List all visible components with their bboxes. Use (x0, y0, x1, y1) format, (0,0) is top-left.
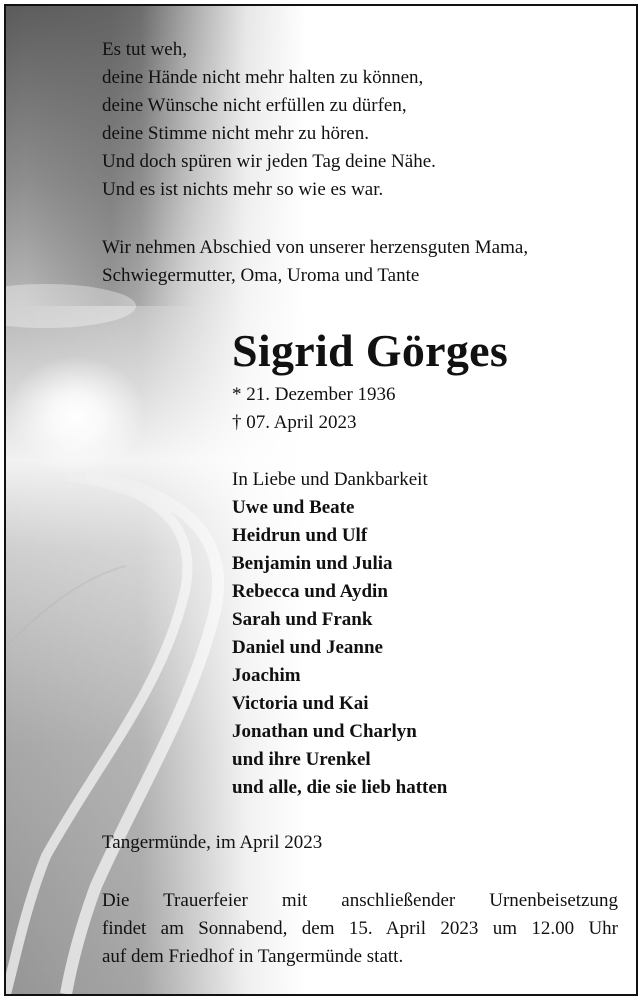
deceased-name: Sigrid Görges (232, 325, 509, 376)
mourner: und alle, die sie lieb hatten (232, 777, 448, 798)
poem-line: deine Hände nicht mehr halten zu können, (102, 67, 424, 88)
death-date: † 07. April 2023 (232, 412, 357, 433)
poem (102, 36, 436, 204)
poem-line: Und doch spüren wir jeden Tag deine Nähe. (102, 151, 436, 172)
poem-line: Es tut weh, (102, 39, 187, 60)
mourner: Sarah und Frank (232, 609, 373, 630)
intro-line: Schwiegermutter, Oma, Uroma und Tante (102, 265, 420, 286)
mourner: Daniel und Jeanne (232, 637, 383, 658)
poem-line: deine Wünsche nicht erfüllen zu dürfen, (102, 95, 407, 116)
poem-line: Und es ist nichts mehr so wie es war. (102, 179, 384, 200)
mourner: und ihre Urenkel (232, 749, 371, 770)
mourner: Rebecca und Aydin (232, 581, 388, 602)
service-line: auf dem Friedhof in Tangermünde statt. (102, 946, 404, 967)
mourner: Jonathan und Charlyn (232, 721, 417, 742)
mourner: Joachim (232, 665, 301, 686)
place-and-date: Tangermünde, im April 2023 (102, 832, 323, 853)
mourners-lead: In Liebe und Dankbarkeit (232, 469, 428, 490)
service-line: Die Trauerfeier mit anschließender Urnenbeisetzung (102, 890, 618, 911)
farewell-intro (102, 234, 528, 290)
poem-line: deine Stimme nicht mehr zu hören. (102, 123, 369, 144)
mourner: Victoria und Kai (232, 693, 369, 714)
intro-line: Wir nehmen Abschied von unserer herzensguten Mama, (102, 237, 529, 258)
mourners-list (232, 466, 447, 802)
funeral-service-info (102, 887, 618, 971)
mourner: Heidrun und Ulf (232, 525, 368, 546)
mourner: Uwe und Beate (232, 497, 355, 518)
mourner: Benjamin und Julia (232, 553, 393, 574)
life-dates (232, 381, 396, 437)
obituary-notice (4, 4, 638, 996)
birth-date: * 21. Dezember 1936 (232, 384, 396, 405)
service-line: findet am Sonnabend, dem 15. April 2023 um 12.00 Uhr (102, 918, 618, 939)
